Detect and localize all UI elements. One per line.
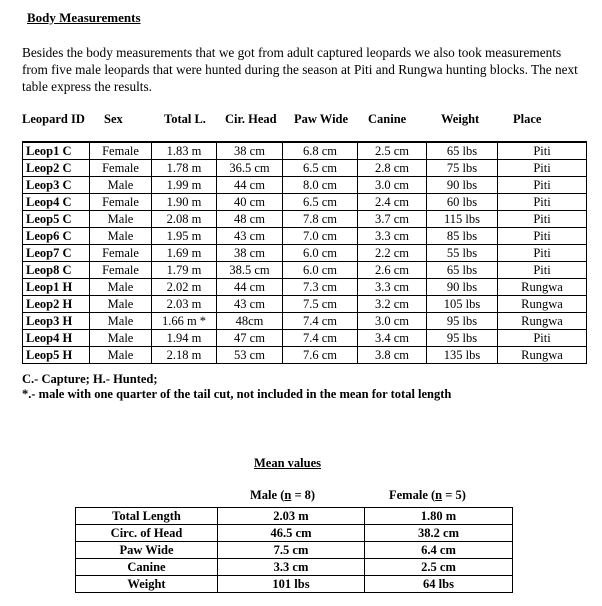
mean-cell-male: 46.5 cm [218, 525, 365, 542]
cell-weight: 75 lbs [427, 160, 498, 177]
cell-leopard-id: Leop4 C [23, 194, 90, 211]
cell-paw-wide: 7.0 cm [283, 228, 358, 245]
cell-paw-wide: 7.3 cm [283, 279, 358, 296]
mean-cell-label: Circ. of Head [76, 525, 218, 542]
mean-cell-label: Canine [76, 559, 218, 576]
cell-weight: 90 lbs [427, 279, 498, 296]
cell-circ-head: 43 cm [217, 228, 283, 245]
cell-paw-wide: 6.5 cm [283, 160, 358, 177]
table-header-row [0, 112, 602, 130]
cell-place: Rungwa [498, 347, 587, 364]
intro-paragraph: Besides the body measurements that we got from adult captured leopards we also took measurements from five male leopards that were hunted during the season at Piti and Rungwa hunting blocks. The next table express the results. [22, 45, 578, 94]
cell-canine: 3.2 cm [358, 296, 427, 313]
measurements-table [22, 141, 587, 364]
cell-leopard-id: Leop5 H [23, 347, 90, 364]
table-row [23, 296, 587, 313]
cell-canine: 2.4 cm [358, 194, 427, 211]
cell-weight: 55 lbs [427, 245, 498, 262]
mean-cell-label: Total Length [76, 508, 218, 525]
legend-footnote: *.- male with one quarter of the tail cut, not included in the mean for total length [22, 387, 452, 401]
cell-total-length: 2.02 m [152, 279, 217, 296]
cell-place: Piti [498, 245, 587, 262]
table-row [23, 279, 587, 296]
mean-cell-female: 2.5 cm [365, 559, 513, 576]
cell-place: Rungwa [498, 279, 587, 296]
cell-leopard-id: Leop1 C [23, 142, 90, 160]
mean-cell-female: 1.80 m [365, 508, 513, 525]
cell-sex: Male [90, 330, 152, 347]
cell-leopard-id: Leop3 H [23, 313, 90, 330]
cell-sex: Female [90, 160, 152, 177]
cell-paw-wide: 6.0 cm [283, 245, 358, 262]
cell-canine: 3.8 cm [358, 347, 427, 364]
cell-leopard-id: Leop1 H [23, 279, 90, 296]
cell-canine: 3.0 cm [358, 313, 427, 330]
header-leopard-id: Leopard ID [22, 112, 85, 126]
header-circ-head: Cir. Head [225, 112, 277, 126]
cell-circ-head: 38 cm [217, 245, 283, 262]
cell-paw-wide: 7.4 cm [283, 313, 358, 330]
cell-paw-wide: 6.8 cm [283, 142, 358, 160]
cell-total-length: 1.95 m [152, 228, 217, 245]
cell-circ-head: 43 cm [217, 296, 283, 313]
cell-sex: Male [90, 211, 152, 228]
cell-place: Piti [498, 262, 587, 279]
cell-sex: Male [90, 177, 152, 194]
cell-leopard-id: Leop3 C [23, 177, 90, 194]
cell-sex: Female [90, 262, 152, 279]
cell-total-length: 1.99 m [152, 177, 217, 194]
mean-table-row [76, 559, 513, 576]
cell-circ-head: 47 cm [217, 330, 283, 347]
cell-paw-wide: 7.6 cm [283, 347, 358, 364]
cell-place: Piti [498, 160, 587, 177]
mean-header-male: Male (n = 8) [250, 488, 316, 502]
header-total-length: Total L. [164, 112, 206, 126]
table-row [23, 160, 587, 177]
table-row [23, 194, 587, 211]
cell-total-length: 2.08 m [152, 211, 217, 228]
header-weight: Weight [441, 112, 480, 126]
cell-canine: 3.3 cm [358, 279, 427, 296]
cell-leopard-id: Leop4 H [23, 330, 90, 347]
cell-canine: 2.8 cm [358, 160, 427, 177]
cell-circ-head: 38 cm [217, 142, 283, 160]
table-row [23, 228, 587, 245]
cell-total-length: 2.03 m [152, 296, 217, 313]
cell-weight: 105 lbs [427, 296, 498, 313]
mean-table-row [76, 576, 513, 593]
cell-total-length: 1.90 m [152, 194, 217, 211]
cell-circ-head: 53 cm [217, 347, 283, 364]
cell-weight: 95 lbs [427, 330, 498, 347]
cell-circ-head: 40 cm [217, 194, 283, 211]
cell-total-length: 1.78 m [152, 160, 217, 177]
cell-sex: Male [90, 347, 152, 364]
cell-weight: 115 lbs [427, 211, 498, 228]
cell-circ-head: 48cm [217, 313, 283, 330]
cell-paw-wide: 8.0 cm [283, 177, 358, 194]
mean-header-female: Female (n = 5) [389, 488, 466, 502]
cell-weight: 65 lbs [427, 262, 498, 279]
cell-circ-head: 44 cm [217, 177, 283, 194]
cell-paw-wide: 6.5 cm [283, 194, 358, 211]
cell-circ-head: 36.5 cm [217, 160, 283, 177]
cell-circ-head: 48 cm [217, 211, 283, 228]
table-row [23, 313, 587, 330]
cell-weight: 60 lbs [427, 194, 498, 211]
cell-sex: Male [90, 279, 152, 296]
mean-values-table [75, 507, 513, 593]
cell-weight: 85 lbs [427, 228, 498, 245]
cell-place: Rungwa [498, 313, 587, 330]
cell-leopard-id: Leop6 C [23, 228, 90, 245]
cell-canine: 3.0 cm [358, 177, 427, 194]
cell-weight: 135 lbs [427, 347, 498, 364]
header-place: Place [513, 112, 542, 126]
cell-place: Piti [498, 142, 587, 160]
mean-cell-female: 64 lbs [365, 576, 513, 593]
cell-canine: 2.2 cm [358, 245, 427, 262]
cell-total-length: 2.18 m [152, 347, 217, 364]
header-canine: Canine [368, 112, 407, 126]
legend-capture-hunted: C.- Capture; H.- Hunted; [22, 372, 158, 386]
cell-sex: Female [90, 245, 152, 262]
cell-sex: Male [90, 296, 152, 313]
cell-circ-head: 44 cm [217, 279, 283, 296]
cell-sex: Male [90, 228, 152, 245]
cell-place: Piti [498, 194, 587, 211]
table-row [23, 330, 587, 347]
cell-canine: 3.4 cm [358, 330, 427, 347]
cell-weight: 95 lbs [427, 313, 498, 330]
mean-values-title: Mean values [254, 456, 322, 470]
cell-total-length: 1.66 m * [152, 313, 217, 330]
mean-cell-male: 101 lbs [218, 576, 365, 593]
cell-sex: Female [90, 194, 152, 211]
cell-weight: 90 lbs [427, 177, 498, 194]
cell-leopard-id: Leop7 C [23, 245, 90, 262]
mean-table-row [76, 508, 513, 525]
cell-total-length: 1.79 m [152, 262, 217, 279]
table-row [23, 177, 587, 194]
mean-cell-label: Paw Wide [76, 542, 218, 559]
cell-place: Piti [498, 330, 587, 347]
cell-leopard-id: Leop2 C [23, 160, 90, 177]
cell-canine: 3.3 cm [358, 228, 427, 245]
table-row [23, 347, 587, 364]
cell-circ-head: 38.5 cm [217, 262, 283, 279]
mean-cell-male: 2.03 m [218, 508, 365, 525]
table-row [23, 245, 587, 262]
mean-cell-male: 7.5 cm [218, 542, 365, 559]
cell-place: Rungwa [498, 296, 587, 313]
cell-weight: 65 lbs [427, 142, 498, 160]
mean-cell-male: 3.3 cm [218, 559, 365, 576]
cell-paw-wide: 7.8 cm [283, 211, 358, 228]
mean-cell-female: 6.4 cm [365, 542, 513, 559]
cell-paw-wide: 7.4 cm [283, 330, 358, 347]
cell-place: Piti [498, 177, 587, 194]
cell-canine: 2.6 cm [358, 262, 427, 279]
cell-leopard-id: Leop8 C [23, 262, 90, 279]
mean-cell-female: 38.2 cm [365, 525, 513, 542]
table-row [23, 262, 587, 279]
cell-total-length: 1.94 m [152, 330, 217, 347]
cell-total-length: 1.83 m [152, 142, 217, 160]
table-row [23, 142, 587, 160]
mean-cell-label: Weight [76, 576, 218, 593]
cell-paw-wide: 7.5 cm [283, 296, 358, 313]
cell-sex: Male [90, 313, 152, 330]
cell-place: Piti [498, 228, 587, 245]
cell-sex: Female [90, 142, 152, 160]
cell-leopard-id: Leop5 C [23, 211, 90, 228]
header-paw-wide: Paw Wide [294, 112, 349, 126]
section-title: Body Measurements [27, 10, 141, 25]
cell-total-length: 1.69 m [152, 245, 217, 262]
cell-place: Piti [498, 211, 587, 228]
mean-table-row [76, 542, 513, 559]
cell-paw-wide: 6.0 cm [283, 262, 358, 279]
mean-table-row [76, 525, 513, 542]
header-sex: Sex [104, 112, 123, 126]
cell-canine: 3.7 cm [358, 211, 427, 228]
cell-leopard-id: Leop2 H [23, 296, 90, 313]
cell-canine: 2.5 cm [358, 142, 427, 160]
table-row [23, 211, 587, 228]
